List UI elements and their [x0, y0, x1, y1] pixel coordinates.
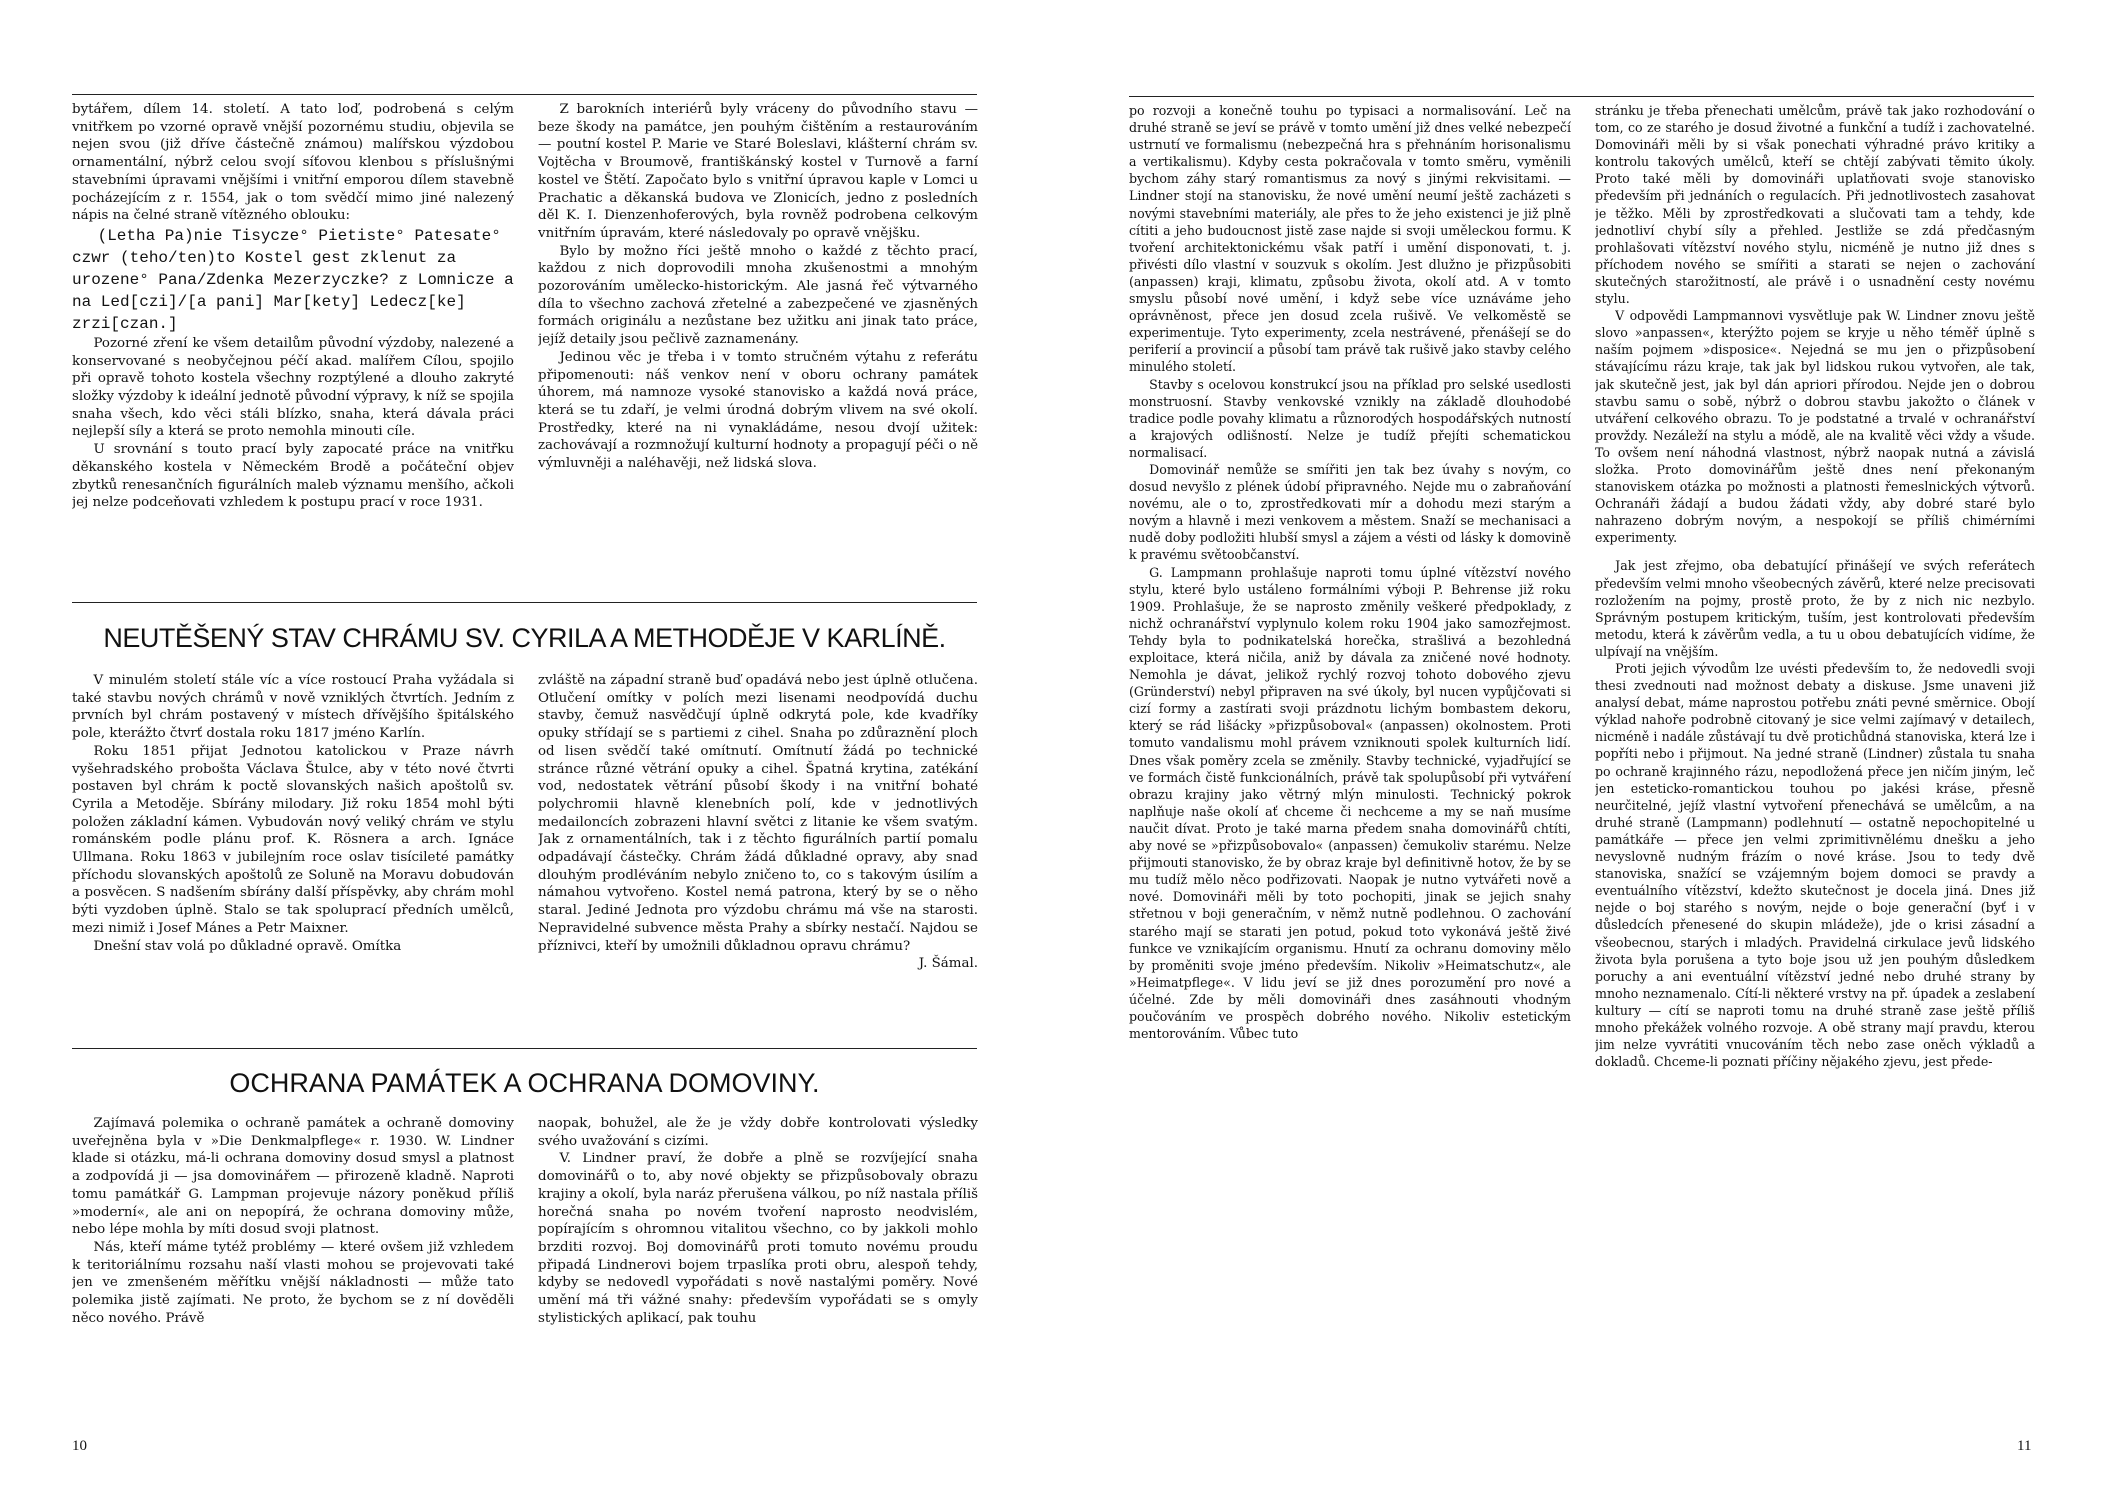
- inscription: (Letha Pa)nie Tisycze° Pietiste° Patesate° czwr (teho/ten)to Kostel gest zklenut za urozene° Pana/Zdenka Mezerzyczke? z Lomnicze a na Led[czi]/[a pani] Mar[kety] Ledecz[ke] zrzi[czan.]: [72, 226, 514, 333]
- paragraph: po rozvoji a konečně touhu po typisaci a normalisování. Leč na druhé straně se jeví se právě v tomto umění již dnes velké nebezpečí ustrnutí ve formalismu (nebezpečná hra s přehnáním horisonalismu a vertikalismu). Kdyby cesta pokračovala v tomto směru, vyměnili bychom záhy starý romantismus za nový s jinými rekvisitami. — Lindner stojí na stanovisku, že nové umění neumí ještě zacházeti s novými stavebními materiály, ale přes to že jeho existenci je již plně cítiti a jeho budoucnost jistě zase najde si svoji uměleckou formu. K tvoření architektonickému však patří i umění disponovati, t. j. přivésti dílo vlastní v souzvuk s okolím. Jest dlužno je přizpůsobiti (anpassen) kraji, klimatu, způsobu života, okolí atd. A v tomto smyslu působí nové umění, i když sebe více uznáváme jeho oprávněnost, přece jen dosud zcela rušivě. Ve velkoměstě se experimentuje. Tyto experimenty, zcela nestrávené, přenášejí se do periferií a provincií a působí tam právě tak rušivě jako stavby celého minulého století.: [1129, 103, 1571, 375]
- paragraph: V. Lindner praví, že dobře a plně se rozvíjející snaha domovinářů o to, aby nové objekty se přizpůsobovaly obrazu krajiny a okolí, byla naráz přerušena válkou, po níž nastala příliš horečná snaha po novém tvoření naprosto neodvislém, popírajícím s ohromnou vitalitou všechno, co by jakkoli mohlo brzditi rozvoj. Boj domovinářů proti tomuto novému proudu připadá Lindnerovi bojem trpaslíka proti obru, alespoň tehdy, kdyby se nedovedl vypořádati s nově nastalými poměry. Nové umění má tři vážné snahy: především vypořádati se s omyly stylistických aplikací, pak touhu: [538, 1151, 978, 1326]
- left-top-column-2: [538, 101, 978, 571]
- paragraph: stránku je třeba přenechati umělcům, právě tak jako rozhodování o tom, co ze starého je dosud životné a funkční a tudíž i zachovatelné. Domovináři měli by si však ponechati výhradné právo kritiky a kontrolu takových umělců, kteří se chtějí zabývati těmito úkoly. Proto také měli by domovináři uplatňovati svoje stanovisko především při jednáních o regulacích. Při jednotlivostech zasahovat je těžko. Měli by zprostředkovati a slučovati tam a tehdy, kde jednotliví chybí síly a přehled. Jestliže se zdá předčasným prohlašovati vítězství nového stylu, nicméně je nutno již dnes s příchodem nového se smířiti a starati se nejen o zachování skutečných starožitností, ale právě i o usnadnění cesty novému stylu.: [1595, 103, 2035, 307]
- paragraph: Stavby s ocelovou konstrukcí jsou na příklad pro selské usedlosti monstruosní. Stavby venkovské vznikly na základě dlouhodobé tradice podle povahy klimatu a různorodých hospodářských nutností a krajových odlišností. Nelze je tudíž přejíti schematickou normalisací.: [1129, 376, 1571, 460]
- left-mid-column-2: [538, 672, 978, 1034]
- left-top-column-1: [72, 101, 514, 571]
- paragraph: Roku 1851 přijat Jednotou katolickou v Praze návrh vyšehradského probošta Václava Štulce, aby v této nové čtvrti postaven byl chrám k poctě slovanských našich apoštolů sv. Cyrila a Metoděje. Sbírány milodary. Již roku 1854 mohl býti položen základní kámen. Vybudován nový veliký chrám ve stylu románském podle plánu prof. K. Rösnera a arch. Ignáce Ullmana. Roku 1863 v jubilejním roce oslav tisícileté památky příchodu slovanských apoštolů ze Soluně na Moravu dobudován a posvěcen. S nadšením sbírány další příspěvky, aby chrám mohl býti vyzdoben úplně. Stalo se tak spoluprací předních umělců, mezi nimiž i Josef Mánes a Petr Maixner.: [72, 743, 514, 936]
- paragraph: Nás, kteří máme tytéž problémy — které ovšem již vzhledem k teritoriálnímu rozsahu naší vlasti mohou se projevovati také jen ve zmenšeném měřítku vnější nákladnosti — může tato polemika jistě zajímati. Ne proto, že bychom se z ní dověděli něco nového. Právě: [72, 1239, 514, 1326]
- heading-monument-protection: OCHRANA PAMÁTEK A OCHRANA DOMOVINY.: [229, 1068, 820, 1098]
- left-low-column-2: [538, 1115, 978, 1377]
- right-column-1: [1129, 102, 1571, 1402]
- section-rule: [72, 602, 977, 603]
- paragraph: Proti jejich vývodům lze uvésti především to, že nedovedli svoji thesi zvednouti nad možnost debaty a diskuse. Jsme unaveni již analysí debat, máme naprostou potřebu znáti pevné směrnice. Obojí výklad nahoře podrobně citovaný je sice velmi zajímavý v detailech, nicméně i nadále zůstávají tu dvě protichůdná stanoviska, která lze i popříti nebo i přijmout. Na jedné straně (Lindner) zůstala tu snaha po ochraně krajinného rázu, nepodložená přece jen ničím jiným, leč jen esteticko-romantickou touhou po jakési kráse, přesně neurčitelné, jejíž vlastní vytvoření přenechává se umělcům, a na druhé straně (Lampmann) podlehnutí — ostatně nepochopitelné u památkáře — přece jen velmi zprimitivnělému dnešku a jeho nevyslovně nudným frázím o nové kráse. Jsou to tedy dvě stanoviska, snažící se vzájemným bojem domoci se pravdy a eventuálního vítězství, kdežto skutečnost je docela jiná. Dnes již nejde o boj starého s novým, nejde o boje generační (byť i v důsledcích přenesené do skupin mládeže), jde o krisi zásadní a všeobecnou, starých i mladých. Pravidelná cirkulace jevů lidského života byla porušena a tyto boje jsou už jen pouhým důsledkem poruchy a ani eventuální vítězství jedné nebo druhé strany by mnoho neznamenalo. Cítí-li některé vrstvy na př. úpadek a zeslabení kultury — cítí se naproti tomu na druhé straně zase ještě příliš mnoho překážek volného rozvoje. A obě strany mají pravdu, kterou jim nelze vyvrátiti vnucováním těch nebo zase oněch výkladů a dokladů. Chceme-li poznati příčiny nějakého zjevu, jest přede-: [1595, 661, 2035, 1070]
- paragraph: Pozorné zření ke všem detailům původní výzdoby, nalezené a konservované s neobyčejnou péčí akad. malířem Cílou, spojilo při opravě tohoto kostela všechny rozptýlené a dlouho zakryté složky výzdoby k ideální jednotě původní výpravy, k níž se spojila snaha všech, kdo věci stáli blízko, snaha, která dávala práci nejlepší síly a která se proto nemohla minouti cíle.: [72, 335, 514, 440]
- author-signature: J. Šámal.: [918, 956, 978, 972]
- paragraph: Jak jest zřejmo, oba debatující přinášejí ve svých referátech především velmi mnoho všeobecných závěrů, které nelze precisovati rozložením na pojmy, prostě proto, že by z nich nic nezbylo. Správným postupem kritickým, tuším, jest kontrolovati především metodu, která k závěrům vedla, a tu u obou debatujících vidíme, že ulpívají na vnějším.: [1595, 558, 2035, 659]
- paragraph: bytářem, dílem 14. století. A tato loď, podrobená s celým vnitřkem po vzorné opravě vnější pozornému studiu, objevila se nejen svou (již dříve částečně známou) malířskou výzdobou ornamentální, nýbrž celou svojí síťovou klenbou s příslušnými stavebními úpravami vnějšími i vnitřní emporou dílem stavebně pocházejícím z r. 1554, jak o tom svědčí mimo jiné nalezený nápis na čelné straně vítězného oblouku:: [72, 102, 514, 224]
- paragraph: G. Lampmann prohlašuje naproti tomu úplné vítězství nového stylu, které bylo ustáleno formálními výboji P. Behrense již roku 1909. Prohlašuje, že se naprosto změnily veškeré předpoklady, z nichž ochranářství vyplynulo kolem roku 1904 jako samozřejmost. Tehdy byla to podnikatelská horečka, strašlivá a bezohledná exploitace, která ničila, aniž by dávala za zničené nové hodnoty. Nemohla je dávat, jelikož rychlý rozvoj tohoto dobového zjevu (Gründerství) nebyl připraven na své úkoly, byl nucen vypůjčovati si cizí formy a zastírati svoji prázdnotu lichým bombastem dekoru, který se rád lišácky »přizpůsoboval« (anpassen) okolnostem. Proti tomuto vandalismu mohl právem vzniknouti spolek kulturních lidí. Dnes však poměry zcela se změnily. Stavby technické, vyjadřující se ve formách čistě funkcionálních, právě tak spolupůsobí při vytváření obrazu krajiny jako větrný mlýn minulosti. Technický pokrok naplňuje naše okolí ať chceme či nechceme a my se naň musíme naučit dívat. Proto je také marna předem snaha domovinářů chtíti, aby nové se »přizpůsobovalo« (anpassen) čemukoliv starému. Nelze přijmouti stanovisko, že by obraz kraje byl definitivně hotov, že by se mu tudíž mělo něco podřizovati. Naopak je nutno vytvářeti nově a nové. Domovináři měli by toto pochopiti, jinak se jejich snahy střetnou v boji generačním, v němž nutně podlehnou. O zachování starého mají se starati jen potud, pokud toto vykonává ještě živé funkce ve vznikajícím organismu. Hnutí za ochranu domoviny mělo by proměniti svoje jméno především. Nikoliv »Heimatschutz«, ale »Heimatpflege«. V lidu jeví se již dnes porozumění pro nové a účelné. Zde by měli domovináři dnes zasáhnouti vhodným poučováním ve prospěch dobrého nového. Nikoliv estetickým mentorováním. Vůbec tuto: [1129, 564, 1571, 1042]
- top-rule: [72, 94, 977, 95]
- paragraph: Dnešní stav volá po důkladné opravě. Omítka: [93, 938, 402, 954]
- page-number-right: 11: [2017, 1438, 2032, 1454]
- paragraph: Zajímavá polemika o ochraně památek a ochraně domoviny uveřejněna byla v »Die Denkmalpflege« r. 1930. W. Lindner klade si otázku, má-li ochrana domoviny dosud smysl a platnost a zodpovídá ji — jsa domovinářem — přirozeně kladně. Naproti tomu památkář G. Lampman projevuje názory poněkud příliš »moderní«, ale ani on nepopírá, že ochrana domoviny může, nebo lépe mohla by míti dosud svoji platnost.: [72, 1116, 514, 1238]
- left-mid-column-1: [72, 672, 514, 1034]
- page-number-left: 10: [72, 1438, 87, 1454]
- right-column-2: [1595, 102, 2035, 1402]
- paragraph: naopak, bohužel, ale že je vždy dobře kontrolovati výsledky svého uvažování s cizími.: [538, 1116, 978, 1149]
- left-low-column-1: [72, 1115, 514, 1377]
- paragraph: Domovinář nemůže se smířiti jen tak bez úvahy s novým, co dosud nevyšlo z plének údobí připravného. Nejde mu o zabraňování novému, ale o to, zprostředkovati mír a dohodu mezi starým a novým a hlavně i mezi venkovem a městem. Snaží se mechanisaci a nudě doby podložiti hlubší smysl a zájem a vésti od lásky k domovině k pravému světoobčanství.: [1129, 461, 1571, 563]
- paragraph: Z barokních interiérů byly vráceny do původního stavu — beze škody na památce, jen pouhým čištěním a restaurováním — poutní kostel P. Marie ve Staré Boleslavi, klášterní chrám sv. Vojtěcha v Broumově, františkánský kostel v Turnově a farní kostel ve Štětí. Započato bylo s vnitřní úpravou kaple v Lomci u Prachatic a děkanská budova ve Zlonicích, jedno z posledních děl K. I. Dienzenhoferových, byla rovněž podrobena celkovým vnitřním úpravám, které následovaly po opravě vnějšku.: [538, 102, 978, 241]
- paragraph: Jedinou věc je třeba i v tomto stručném výtahu z referátu připomenouti: náš venkov není v oboru ochrany památek úhorem, má namnoze vysoké stanovisko a každá nová práce, která se tu zdaří, je velmi úrodná dobrým vlivem na své okolí. Prostředky, které na ni vynakládáme, nesou dvojí užitek: zachovávají a rozmnožují kulturní hodnoty a propagují péči o ně výmluvněji a naléhavěji, než lidská slova.: [538, 349, 978, 472]
- section-rule: [72, 1048, 977, 1049]
- paragraph: Bylo by možno říci ještě mnoho o každé z těchto prací, každou z nich doprovodili mnoha zkušenostmi a mnohým pozorováním umělecko-historickým. Ale jasná řeč výtvarného díla to všechno zachová zřetelné a zabezpečené ve zjasněných formách originálu a nezůstane bez užitku ani jinak tato práce, jejíž detaily jsou pečlivě zaznamenány.: [538, 243, 978, 348]
- paragraph: zvláště na západní straně buď opadává nebo jest úplně otlučena. Otlučení omítky v polích mezi lisenami neodpovídá duchu stavby, čemuž nasvědčují úplně odkrytá pole, kde kvadříky opuky střídají se s partiemi z cihel. Snaha po zdůraznění ploch od lisen svědčí také omítnutí. Omítnutí žádá po technické stránce různé větrání opuky a cihel. Špatná krytina, zatékání vod, nedostatek větrání působí škody i na vnitřní bohaté polychromii hlavně klenebních polí, kde v jednotlivých medailoncích zobrazeni hlavní světci z litanie ke všem svatým. Jak z ornamentálních, tak i z těchto figurálních partií pomalu odpadávají částečky. Chrám žádá důkladné opravy, aby snad dlouhým prodléváním nebylo zničeno to, co s takovým úsilím a námahou vytvořeno. Kostel nemá patrona, který by se o něho staral. Jediné Jednota pro výzdobu chrámu má vše na starosti. Nepravidelné subvence města Prahy a sbírky nestačí. Najdou se příznivci, kteří by umožnili důkladnou opravu chrámu?: [538, 673, 978, 954]
- right-page: [1057, 0, 2114, 1500]
- paragraph: U srovnání s touto prací byly zapocaté práce na vnitřku děkanského kostela v Německém Brodě a počáteční objev zbytků renesančních figurálních maleb významu menšího, ačkoli jej nelze podceňovati vzhledem k postupu prací v roce 1931.: [72, 442, 514, 511]
- heading-karlin-church: NEUTĚŠENÝ STAV CHRÁMU SV. CYRILA A METHODĚJE V KARLÍNĚ.: [103, 623, 946, 653]
- paragraph: V minulém století stále víc a více rostoucí Praha vyžádala si také stavbu nových chrámů v nově vzniklých čtvrtích. Jedním z prvních byl chrám postavený v místech dřívějšího špitálského pole, kterážto čtvrť dostala roku 1817 jméno Karlín.: [72, 673, 514, 742]
- top-rule: [1129, 96, 2034, 97]
- paragraph: V odpovědi Lampmannovi vysvětluje pak W. Lindner znovu ještě slovo »anpassen«, kterýžto pojem se kryje u něho téměř úplně s naším pojmem »disposice«. Nejedná se mu jen o přizpůsobení stávajícímu rázu kraje, tak jak byl lidskou rukou vytvořen, ale tak, jak skutečně jest, jak byl dán apriori přírodou. Nejde jen o dobrou stavbu samu o sobě, nýbrž o dobrou stavbu jakožto o článek v utváření celkového obrazu. To je podstatné a trvalé v ochranářství provždy. Nezáleží na stylu a módě, ale na kvalitě věci vždy a všude. To ovšem není náhodná vlastnost, nýbrž naopak nutná a závislá složka. Proto domovinářům ještě dnes není překonaným stanoviskem otázka po možnosti a platnosti řemeslnických výtvorů. Ochranáři žádají a budou žádati vždy, aby dobré staré bylo nahrazeno dobrým novým, a nespokojí se příliš chimérními experimenty.: [1595, 308, 2035, 546]
